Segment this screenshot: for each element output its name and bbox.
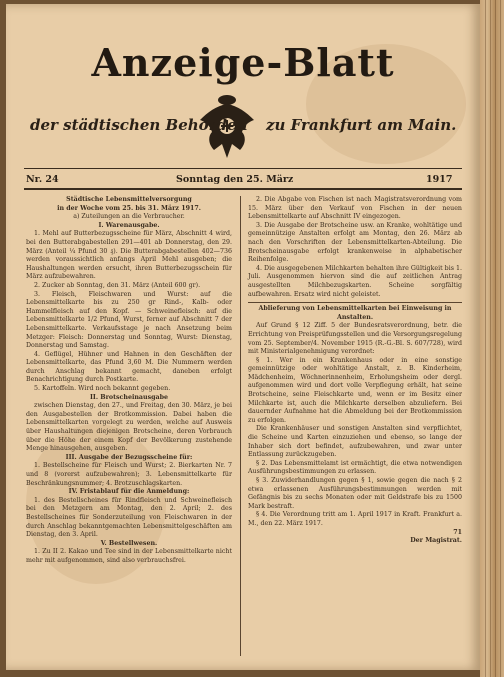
issue-date: Sonntag den 25. März — [176, 174, 294, 185]
paragraph: 1. Bestellscheine für Fleisch und Wurst; 2. Bierkarten Nr. 7 und 8 (vorerst aufzubewahren); 3. Lebensmittelkarte für Beschränkungsnummer; 4. Brotzuschlagskarten. — [26, 462, 232, 487]
newspaper-page — [6, 4, 480, 670]
paragraph: 3. Die Ausgabe der Brotscheine usw. an Kranke, wohltätige und gemeinnützige Anstalten erfolgt am Montag, den 26. März ab nach den Vorschriften der Lebensmittelkarten-Abteilung. Die Brotscheinausgabe erfolgt krankenweise in alphabetischer Reihenfolge. — [248, 221, 462, 264]
paragraph: 1. Mehl auf Butterbezugsscheine für März, Abschnitt 4 wird, bei den Butterabgabestellen 291—401 ab Donnerstag, den 29. März (Anteil ¼ Pfund 30 ₰). Die Butterabgabestellen 402—736 werden voraussichtlich anfangs April Mehl ausgeben; die Haushaltungen werden ersucht, ihren Butterbezugsschein für März aufzubewahren. — [26, 230, 232, 281]
column-divider — [240, 196, 241, 656]
section-rule — [248, 302, 462, 303]
paragraph: § 3. Zuwiderhandlungen gegen § 1, sowie gegen die nach § 2 etwa erlassenen Ausführungsbestimmungen werden mit Gefängnis bis zu sechs Monaten oder mit Geldstrafe bis zu 1500 Mark bestraft. — [248, 477, 462, 510]
paragraph: 1. des Bestellscheines für Rindfleisch und Schweinefleisch bei den Metzgern am Montag, den 2. April; 2. des Bestellscheines für Sonderzuteilung von Fleischwaren in der durch Anschlag bekanntgemachten Lebensmittelgeschäften am Dienstag, den 3. April. — [26, 496, 232, 539]
header-rule-bottom — [24, 188, 462, 190]
issue-number: Nr. 24 — [26, 174, 59, 185]
paragraph: Auf Grund § 12 Ziff. 5 der Bundesratsverordnung, betr. die Errichtung von Preisprüfungsstellen und die Versorgungsregelung vom 25. September/4. November 1915 (R.-G.-Bl. S. 607/728), wird mit Ministerialgenehmigung verordnet: — [248, 322, 462, 356]
paragraph: § 4. Die Verordnung tritt am 1. April 1917 in Kraft. Frankfurt a. M., den 22. März 1917. — [248, 511, 462, 527]
paragraph: 1. Zu II 2. Kakao und Tee sind in der Lebensmittelkarte nicht mehr mit aufgenommen, sind also verbrauchsfrei. — [26, 548, 232, 564]
masthead-subtitle-right: zu Frankfurt am Main. — [266, 116, 457, 134]
paragraph: 4. Geflügel, Hühner und Hahnen in den Geschäften der Lebensmittelkarte, das Pfund 3,60 M. Die Nummern werden durch Anschlag bekannt gemacht, daneben erfolgt Benachrichtigung durch Postkarte. — [26, 350, 232, 384]
page-mark: 71 — [453, 528, 462, 536]
paragraph: 3. Fleisch, Fleischwaren und Wurst: auf die Lebensmittelkarte bis zu 250 gr Rind-, Kalb- oder Hammelfleisch auf den Kopf. — Schweinefleisch: auf die Lebensmittelkarte 1/2 Pfund, Wurst, ferner auf Abschnitt 7 der Lebensmittelkarte. Verkaufsstage je nach Ansetzung beim Metzger: Fleisch: Donnerstag und Sonntag, Wurst: Dienstag, Donnerstag und Samstag. — [26, 290, 232, 350]
masthead-subtitle-left: der städtischen Behörden — [30, 116, 248, 134]
paragraph: 4. Die ausgegebenen Milchkarten behalten ihre Gültigkeit bis 1. Juli. Ausgenommen hiervon sind die auf zeitlichen Antrag ausgestellten Milchbezugskarten. Scheine sorgfältig aufbewahren. Ersatz wird nicht geleistet. — [248, 264, 462, 298]
section-heading: V. Bestellwesen. — [100, 539, 158, 547]
left-column — [26, 196, 232, 566]
column-heading: Städtische Lebensmittelversorgung — [66, 196, 192, 203]
section-heading: III. Ausgabe der Bezugsscheine für: — [65, 453, 193, 461]
notice-title: Ablieferung von Lebensmittelkarten bei Einweisung in Anstalten. — [258, 305, 452, 321]
paragraph: 2. Zucker ab Sonntag, den 31. März (Anteil 600 gr). — [34, 281, 201, 289]
signature: Der Magistrat. — [410, 537, 462, 545]
column-subheading: a) Zuteilungen an die Verbraucher. — [73, 213, 185, 221]
paragraph: 2. Die Abgabe von Fischen ist nach Magistratsverordnung vom 15. März über den Verkauf von Fischen in der neuen Lebensmittelkarte auf Abschnitt IV eingezogen. — [248, 196, 462, 221]
right-column — [248, 196, 462, 546]
section-heading: I. Warenausgabe. — [98, 221, 160, 229]
paragraph: § 2. Das Lebensmittelamt ist ermächtigt, die etwa notwendigen Ausführungsbestimmungen zu erlassen. — [248, 459, 462, 476]
section-heading: IV. Fristablauf für die Anmeldung: — [68, 488, 190, 496]
masthead-title: Anzeige-Blatt — [91, 40, 395, 85]
header-rule-top — [24, 168, 462, 169]
paragraph: § 1. Wer in ein Krankenhaus oder in eine sonstige gemeinnützige oder wohltätige Anstalt, z. B. Kinderheim, Mädchenheim, Wöchnerinnenheim, Erholungsheim oder dergl. aufgenommen wird und dort volle Verpflegung erhält, hat seine Brotscheine, seine Fleischkarte und, wenn er im Besitz einer Milchkarte ist, auch die Milchkarte derselben abzuliefern. Bei dauernder Aufnahme hat die Abmeldung bei der Brotkommission zu erfolgen. — [248, 356, 462, 424]
paragraph: zwischen Dienstag, den 27., und Freitag, den 30. März, je bei den Ausgabestellen der Brotkommission. Dabei haben die Lebensmittelkarten vorgelegt zu werden, welche auf Ausweis über Haushaltungen diejenigen Brotscheine, deren Vorbrauch über die Höhe der einem Kopf der Bevölkerung zustehende Menge hinausgehen, ausgeben. — [26, 402, 232, 453]
paragraph: Die Krankenhäuser und sonstigen Anstalten sind verpflichtet, die Scheine und Karten einzuziehen und ebenso, so lange der Inhaber sich dort befindet, aufzubewahren, und zwar unter Entlassung zurückzugeben. — [248, 425, 462, 459]
column-heading: in der Woche vom 25. bis 31. März 1917. — [57, 204, 201, 212]
paragraph: 5. Kartoffeln. Wird noch bekannt gegeben. — [34, 385, 171, 393]
section-heading: II. Brotscheinausgabe — [89, 393, 169, 401]
book-spine — [480, 0, 504, 677]
issue-year: 1917 — [426, 174, 453, 185]
